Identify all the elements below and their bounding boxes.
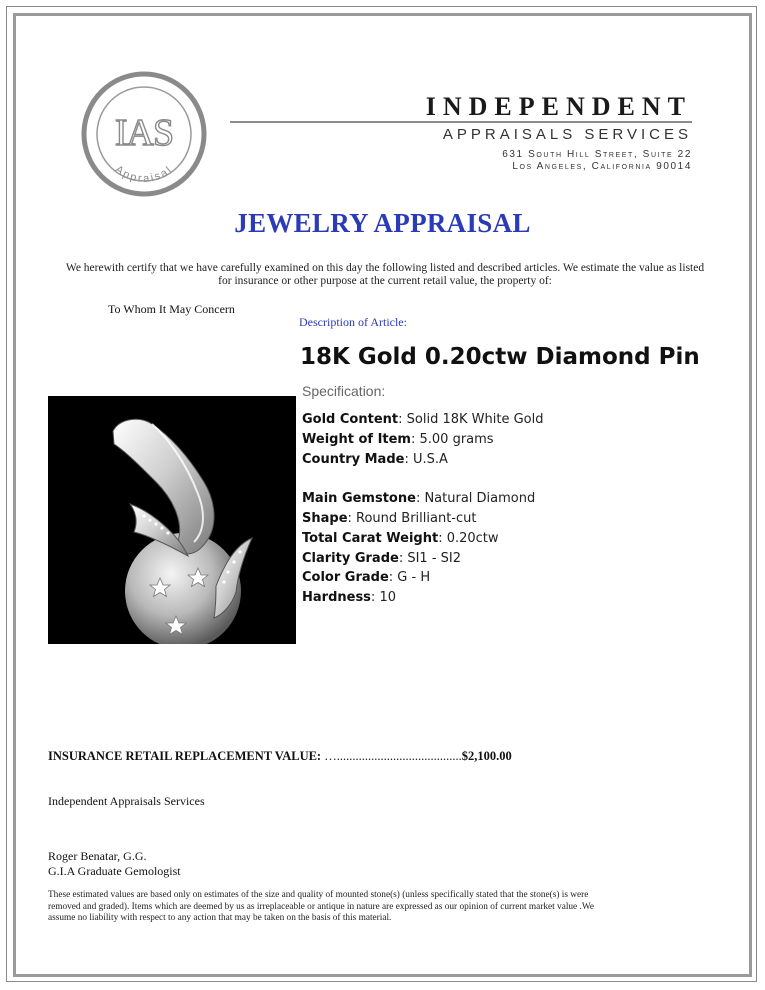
address-line-2: Los Angeles, California 90014 [512,161,692,172]
address-line-1: 631 South Hill Street, Suite 22 [502,149,692,160]
spec-hardness: Hardness: 10 [302,590,396,606]
company-subtitle: APPRAISALS SERVICES [442,126,692,143]
logo-ring-text: Appraisal [112,163,176,185]
spec-country: Country Made: U.S.A [302,451,448,467]
disclaimer-text: These estimated values are based only on estimates of the size and quality of mounted stone(s) (unless specifically stated that the stone(s) is were removed and graded). Items which are deemed by us as irreplaceable or antique in nature are expressed as our opinion of current market value .We assume no liability with respect to any action that may be taken on the basis of this material. [48,890,594,923]
logo-monogram: IAS [114,112,174,154]
specification-label: Specification: [302,383,386,399]
spec-clarity: Clarity Grade: SI1 - SI2 [302,550,462,566]
specification-list [302,410,543,608]
insurance-value-label: INSURANCE RETAIL REPLACEMENT VALUE: [48,749,322,763]
product-photo [48,396,296,644]
company-name: INDEPENDENT [425,92,692,121]
description-label: Description of Article: [299,315,407,329]
spec-total-carat: Total Carat Weight: 0.20ctw [302,530,499,546]
signing-company: Independent Appraisals Services [48,794,205,808]
value-leader: …........................................ [324,749,462,763]
spec-shape: Shape: Round Brilliant-cut [302,510,477,526]
ias-logo [78,68,210,200]
spec-gold-content: Gold Content: Solid 18K White Gold [302,412,544,427]
insurance-value-amount: $2,100.00 [461,749,512,763]
article-name: 18K Gold 0.20ctw Diamond Pin [300,344,700,370]
svg-text:Appraisal [113,163,176,185]
signer-name: Roger Benatar, G.G. [48,849,147,863]
certification-text: We herewith certify that we have carefully examined on this day the following listed and described articles. We estimate the value as listed for insurance or other purpose at the current retail value, the property of: [65,262,705,287]
document-title: JEWELRY APPRAISAL [234,208,531,238]
spec-color: Color Grade: G - H [302,570,431,586]
spec-weight: Weight of Item: 5.00 grams [302,431,494,447]
recipient: To Whom It May Concern [108,302,235,316]
spec-main-gemstone: Main Gemstone: Natural Diamond [302,491,536,507]
insurance-value-line [48,749,512,764]
signer-title: G.I.A Graduate Gemologist [48,864,181,878]
